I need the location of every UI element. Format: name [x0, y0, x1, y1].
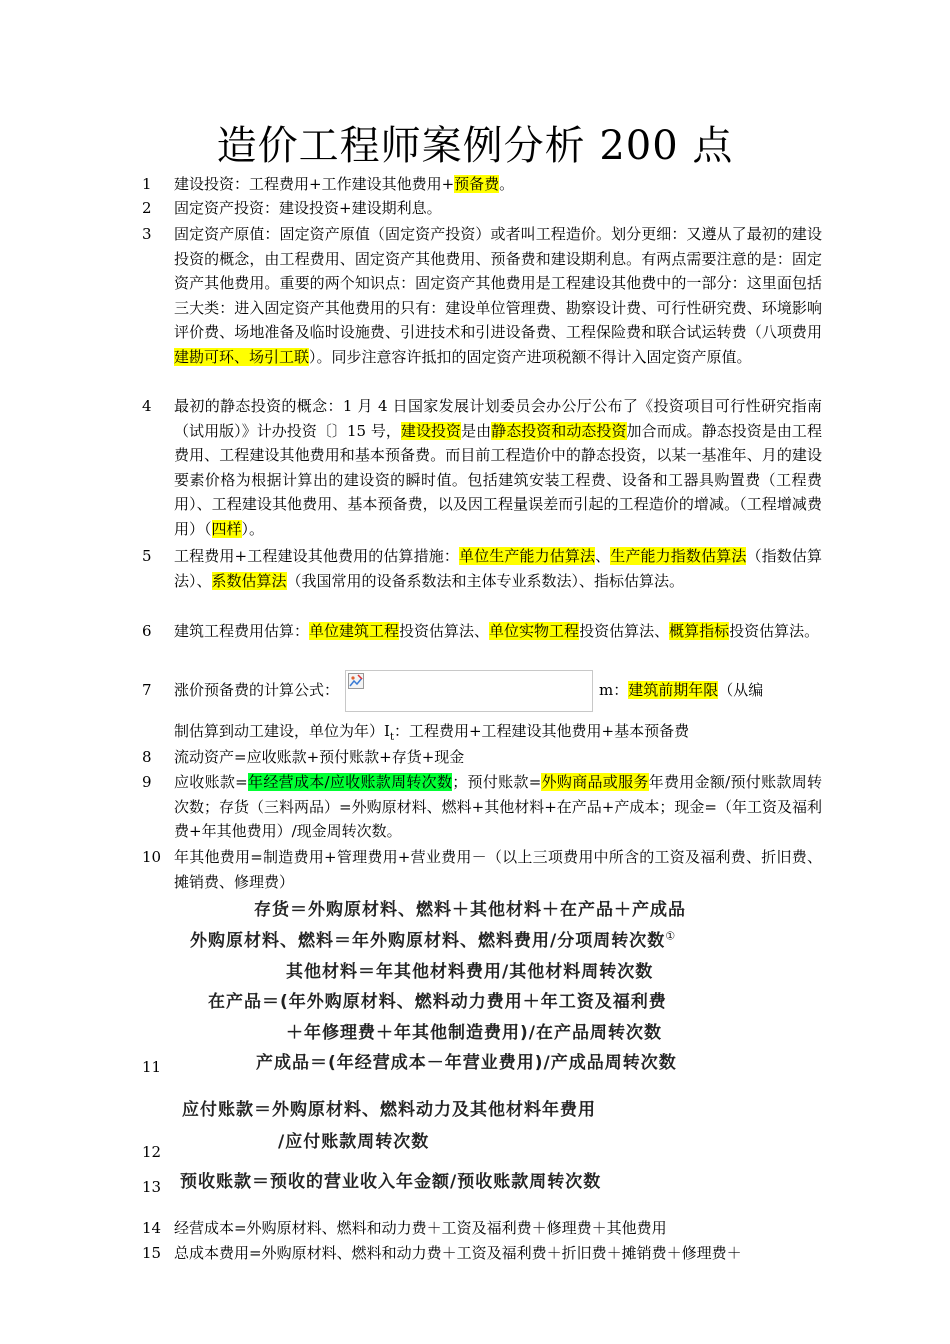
item-number: 13 [142, 1178, 162, 1196]
item-number: 6 [142, 622, 152, 640]
text-run: 、 [595, 547, 611, 565]
item-number: 2 [142, 199, 152, 217]
item-number: 7 [142, 681, 152, 699]
text-run: 投资估算法、 [579, 622, 670, 640]
formula-line: 产成品＝(年经营成本－年营业费用)/产成品周转次数 [256, 1053, 677, 1073]
text-run: ）。 [241, 519, 265, 538]
highlight: 生产能力指数估算法 [610, 547, 747, 565]
item-text [174, 196, 822, 221]
text-run: 投资估算法、 [399, 622, 490, 640]
highlight: 建勘可环、场引工联 [174, 347, 310, 366]
formula-line: 应付账款＝外购原材料、燃料动力及其他材料年费用 [182, 1100, 596, 1120]
list-item-formula [142, 670, 822, 712]
text-run: 加合而成。静态投资是由工程费用、工程建设其他费用和基本预备费。而目前工程造价中的静态投资，以某一基准年、月的建设要素价格为根据计算出的建设资的瞬时值。包括建筑安装工程费、设备和工器具购置费（工程费用）、工程建设其他费用、基本预备费，以及因工程量误差而引起的工程造价的增减。（工程增减费用）（ [174, 421, 822, 538]
text-run: （我国常用的设备系数法和主体专业系数法）、指标估算法。 [286, 571, 685, 590]
list-item-continued: 制估算到动工建设，单位为年）$I_t$：工程费用+工程建设其他费用+基本预备费 [174, 722, 690, 743]
item-text [174, 745, 822, 770]
highlight: 外购商品或服务 [541, 773, 649, 791]
highlight: 建筑前期年限 [628, 681, 719, 699]
formula-line: 其他材料＝年其他材料费用/其他材料周转次数 [286, 962, 654, 982]
text-run: 建筑工程费用估算： [174, 622, 310, 640]
formula-line: 外购原材料、燃料＝年外购原材料、燃料费用/分项周转次数① [190, 929, 677, 951]
highlight: 单位建筑工程 [309, 622, 400, 640]
list-item [142, 770, 822, 844]
highlight: 四样 [211, 519, 242, 538]
item-number: 11 [142, 1058, 162, 1076]
list-item [142, 222, 822, 369]
highlight: 系数估算法 [211, 571, 287, 590]
text-run: ；预付账款= [452, 773, 542, 791]
item-text [174, 845, 822, 894]
text-run: 工程费用+工程建设其他费用的估算措施： [174, 547, 459, 565]
item-number: 1 [142, 175, 152, 193]
highlight: 建设投资 [400, 421, 462, 440]
formula-line: 存货＝外购原材料、燃料＋其他材料＋在产品＋产成品 [254, 900, 686, 920]
footnote-mark: ① [665, 929, 677, 943]
text-run: 最初的静态投资的概念：1 月 4 日国家发展计划委员会办公厅公布了《投资项目可行性研究指南（试用版）》计办投资〔〕15 号， [174, 397, 822, 440]
item-text: 经营成本=外购原材料、燃料和动力费＋工资及福利费＋修理费＋其他费用 [174, 1219, 667, 1237]
text-run: 流动资产=应收账款+预付账款+存货+现金 [174, 748, 465, 766]
list-item [142, 619, 822, 644]
item-number: 12 [142, 1143, 162, 1161]
formula-line: 预收账款＝预收的营业收入年金额/预收账款周转次数 [180, 1172, 602, 1192]
highlight: 概算指标 [669, 622, 730, 640]
highlight: 单位实物工程 [489, 622, 580, 640]
list-item [142, 845, 822, 894]
formula-image-placeholder [345, 670, 593, 712]
text-run: 是由 [461, 421, 492, 440]
item-text: m： [599, 681, 629, 699]
item-text: 涨价预备费的计算公式： [174, 681, 340, 699]
item-number: 4 [142, 397, 152, 415]
item-number: 5 [142, 547, 152, 565]
list-item [142, 544, 822, 593]
highlight: 预备费 [454, 175, 500, 193]
text-run: ）。同步注意容许抵扣的固定资产进项税额不得计入固定资产原值。 [309, 347, 752, 366]
item-text: 总成本费用=外购原材料、燃料和动力费＋工资及福利费＋折旧费＋摊销费＋修理费＋ [174, 1244, 742, 1262]
text-run: 应收账款= [174, 773, 248, 791]
list-item [142, 394, 822, 541]
text-run: 建设投资：工程费用+工作建设其他费用+ [174, 175, 455, 193]
formula-line: ＋年修理费＋年其他制造费用)/在产品周转次数 [286, 1023, 662, 1043]
list-item [142, 196, 822, 221]
item-text [174, 544, 822, 593]
item-text: （从编 [718, 681, 764, 699]
list-item [142, 172, 822, 197]
text-run: （指数估算法）、 [174, 547, 822, 590]
text-run: 投资估算法。 [729, 622, 820, 640]
highlight: 年经营成本/应收账款周转次数 [247, 773, 453, 791]
formula-line: /应付账款周转次数 [278, 1132, 430, 1152]
item-text [174, 770, 822, 844]
item-number: 15 [142, 1244, 162, 1262]
item-text [174, 394, 822, 541]
item-text [174, 222, 822, 369]
list-item [142, 745, 822, 770]
page-title: 造价工程师案例分析 200 点 [216, 123, 734, 169]
item-number: 14 [142, 1219, 162, 1237]
item-text [174, 172, 822, 197]
text-run: 固定资产投资：建设投资+建设期利息。 [174, 199, 442, 217]
list-item [142, 1216, 822, 1241]
text-run: 固定资产原值：固定资产原值（固定资产投资）或者叫工程造价。划分更细：又遵从了最初的建设投资的概念，由工程费用、固定资产其他费用、预备费和建设期利息。有两点需要注意的是：固定资产其他费用。重要的两个知识点：固定资产其他费用是工程建设其他费中的一部分：这里面包括三大类：进入固定资产其他费用的只有：建设单位管理费、勘察设计费、可行性研究费、环境影响评价费、场地准备及临时设施费、引进技术和引进设备费、工程保险费和联合试运转费（八项费用 [174, 225, 822, 341]
item-number: 3 [142, 225, 152, 243]
broken-image-icon [348, 673, 364, 689]
text-run: 。 [499, 175, 515, 193]
item-number: 9 [142, 773, 152, 791]
formula-line: 在产品＝(年外购原材料、燃料动力费用＋年工资及福利费 [208, 992, 667, 1012]
list-item [142, 1241, 822, 1266]
text-run: 年费用金额/预付账款周转次数；存货（三料两品）=外购原材料、燃料+其他材料+在产品+产成本；现金=（年工资及福利费+年其他费用）/现金周转次数。 [174, 773, 822, 840]
item-number: 8 [142, 748, 152, 766]
highlight: 静态投资和动态投资 [491, 421, 627, 440]
item-number: 10 [142, 848, 162, 866]
item-text [174, 619, 822, 644]
highlight: 单位生产能力估算法 [459, 547, 596, 565]
text-run: 年其他费用=制造费用+管理费用+营业费用－（以上三项费用中所含的工资及福利费、折旧费、摊销费、修理费） [174, 848, 822, 891]
